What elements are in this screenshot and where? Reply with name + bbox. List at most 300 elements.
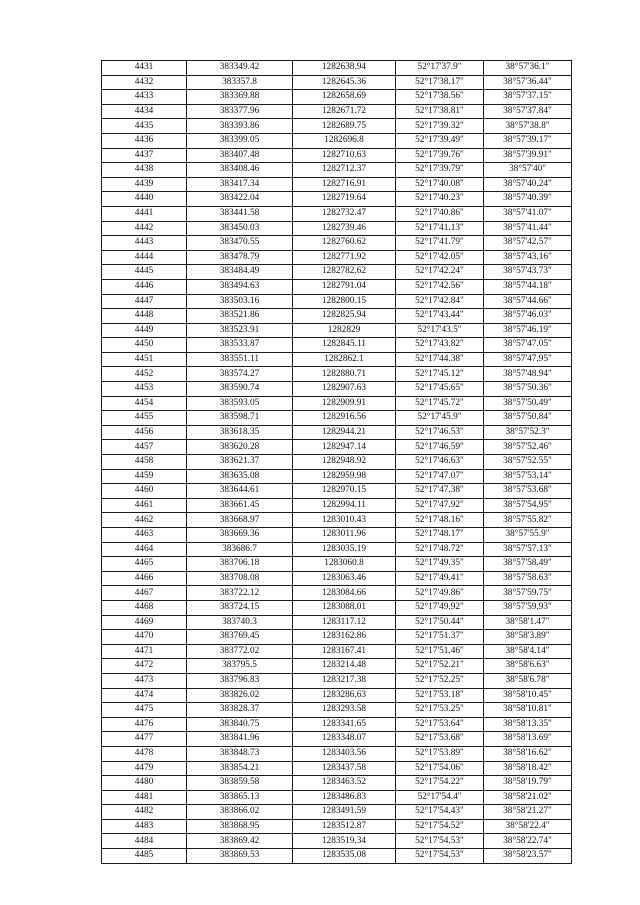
table-row (102, 703, 572, 718)
table-row (102, 133, 572, 148)
y-coordinate-cell: 1282800.15 (293, 294, 396, 309)
x-coordinate-cell: 383722.12 (187, 586, 293, 601)
table-row (102, 279, 572, 294)
y-coordinate-cell: 1282959.98 (293, 469, 396, 484)
latitude-cell: 52°17'37.9" (396, 61, 484, 76)
x-coordinate-cell: 383865.13 (187, 790, 293, 805)
y-coordinate-cell: 1282862.1 (293, 352, 396, 367)
latitude-cell: 52°17'39.49" (396, 133, 484, 148)
point-number-cell: 4459 (102, 469, 187, 484)
table-row (102, 382, 572, 397)
y-coordinate-cell: 1283437.58 (293, 761, 396, 776)
y-coordinate-cell: 1283535.08 (293, 849, 396, 864)
table-row (102, 440, 572, 455)
longitude-cell: 38°57'50.84" (484, 411, 572, 426)
y-coordinate-cell: 1282944.21 (293, 425, 396, 440)
table-row (102, 338, 572, 353)
x-coordinate-cell: 383859.58 (187, 776, 293, 791)
longitude-cell: 38°57'50.49" (484, 396, 572, 411)
y-coordinate-cell: 1282716.91 (293, 177, 396, 192)
latitude-cell: 52°17'52.21" (396, 659, 484, 674)
latitude-cell: 52°17'53.89" (396, 746, 484, 761)
table-row (102, 236, 572, 251)
latitude-cell: 52°17'40.08" (396, 177, 484, 192)
table-row (102, 542, 572, 557)
point-number-cell: 4455 (102, 411, 187, 426)
longitude-cell: 38°57'43.16" (484, 250, 572, 265)
y-coordinate-cell: 1283088.01 (293, 600, 396, 615)
x-coordinate-cell: 383478.79 (187, 250, 293, 265)
table-row (102, 644, 572, 659)
table-row (102, 119, 572, 134)
x-coordinate-cell: 383686.7 (187, 542, 293, 557)
longitude-cell: 38°58'13.69" (484, 732, 572, 747)
x-coordinate-cell: 383574.27 (187, 367, 293, 382)
longitude-cell: 38°57'46.03" (484, 309, 572, 324)
y-coordinate-cell: 1283486.83 (293, 790, 396, 805)
latitude-cell: 52°17'40.23" (396, 192, 484, 207)
longitude-cell: 38°58'23.57" (484, 849, 572, 864)
latitude-cell: 52°17'54.06" (396, 761, 484, 776)
table-row (102, 586, 572, 601)
point-number-cell: 4484 (102, 834, 187, 849)
x-coordinate-cell: 383840.75 (187, 717, 293, 732)
latitude-cell: 52°17'39.32" (396, 119, 484, 134)
longitude-cell: 38°57'55.9" (484, 528, 572, 543)
latitude-cell: 52°17'42.05" (396, 250, 484, 265)
table-row (102, 250, 572, 265)
latitude-cell: 52°17'43.82" (396, 338, 484, 353)
longitude-cell: 38°57'54.95" (484, 498, 572, 513)
y-coordinate-cell: 1283491.59 (293, 805, 396, 820)
table-row (102, 732, 572, 747)
latitude-cell: 52°17'48.72" (396, 542, 484, 557)
point-number-cell: 4463 (102, 528, 187, 543)
x-coordinate-cell: 383769.45 (187, 630, 293, 645)
point-number-cell: 4440 (102, 192, 187, 207)
x-coordinate-cell: 383521.86 (187, 309, 293, 324)
y-coordinate-cell: 1282970.15 (293, 484, 396, 499)
point-number-cell: 4482 (102, 805, 187, 820)
table-row (102, 206, 572, 221)
latitude-cell: 52°17'45.72" (396, 396, 484, 411)
x-coordinate-cell: 383661.45 (187, 498, 293, 513)
point-number-cell: 4483 (102, 819, 187, 834)
latitude-cell: 52°17'53.68" (396, 732, 484, 747)
coordinate-table (101, 60, 572, 864)
point-number-cell: 4437 (102, 148, 187, 163)
point-number-cell: 4470 (102, 630, 187, 645)
longitude-cell: 38°57'37.15" (484, 90, 572, 105)
x-coordinate-cell: 383441.58 (187, 206, 293, 221)
point-number-cell: 4448 (102, 309, 187, 324)
point-number-cell: 4435 (102, 119, 187, 134)
y-coordinate-cell: 1282907.63 (293, 382, 396, 397)
x-coordinate-cell: 383590.74 (187, 382, 293, 397)
table-row (102, 600, 572, 615)
x-coordinate-cell: 383869.53 (187, 849, 293, 864)
longitude-cell: 38°57'37.84" (484, 104, 572, 119)
latitude-cell: 52°17'47.38" (396, 484, 484, 499)
latitude-cell: 52°17'54.52" (396, 819, 484, 834)
y-coordinate-cell: 1283117.12 (293, 615, 396, 630)
table-row (102, 352, 572, 367)
point-number-cell: 4451 (102, 352, 187, 367)
point-number-cell: 4469 (102, 615, 187, 630)
y-coordinate-cell: 1283519.34 (293, 834, 396, 849)
point-number-cell: 4462 (102, 513, 187, 528)
x-coordinate-cell: 383740.3 (187, 615, 293, 630)
latitude-cell: 52°17'49.92" (396, 600, 484, 615)
latitude-cell: 52°17'48.16" (396, 513, 484, 528)
x-coordinate-cell: 383422.04 (187, 192, 293, 207)
point-number-cell: 4464 (102, 542, 187, 557)
table-row (102, 659, 572, 674)
latitude-cell: 52°17'38.81" (396, 104, 484, 119)
latitude-cell: 52°17'48.17" (396, 528, 484, 543)
y-coordinate-cell: 1283010.43 (293, 513, 396, 528)
x-coordinate-cell: 383533.87 (187, 338, 293, 353)
latitude-cell: 52°17'42.56" (396, 279, 484, 294)
table-row (102, 498, 572, 513)
longitude-cell: 38°58'6.78" (484, 673, 572, 688)
latitude-cell: 52°17'49.41" (396, 571, 484, 586)
table-row (102, 849, 572, 864)
longitude-cell: 38°58'13.35" (484, 717, 572, 732)
longitude-cell: 38°58'1.47" (484, 615, 572, 630)
x-coordinate-cell: 383706.18 (187, 557, 293, 572)
latitude-cell: 52°17'47.92" (396, 498, 484, 513)
longitude-cell: 38°57'59.75" (484, 586, 572, 601)
table-row (102, 148, 572, 163)
latitude-cell: 52°17'44.38" (396, 352, 484, 367)
table-row (102, 396, 572, 411)
table-row (102, 688, 572, 703)
x-coordinate-cell: 383618.35 (187, 425, 293, 440)
table-row (102, 61, 572, 76)
latitude-cell: 52°17'46.59" (396, 440, 484, 455)
y-coordinate-cell: 1282825.94 (293, 309, 396, 324)
y-coordinate-cell: 1282732.47 (293, 206, 396, 221)
y-coordinate-cell: 1282645.36 (293, 75, 396, 90)
x-coordinate-cell: 383644.61 (187, 484, 293, 499)
point-number-cell: 4454 (102, 396, 187, 411)
point-number-cell: 4432 (102, 75, 187, 90)
point-number-cell: 4456 (102, 425, 187, 440)
y-coordinate-cell: 1282829 (293, 323, 396, 338)
latitude-cell: 52°17'42.84" (396, 294, 484, 309)
table-row (102, 630, 572, 645)
x-coordinate-cell: 383772.02 (187, 644, 293, 659)
point-number-cell: 4478 (102, 746, 187, 761)
table-row (102, 425, 572, 440)
table-row (102, 805, 572, 820)
x-coordinate-cell: 383450.03 (187, 221, 293, 236)
longitude-cell: 38°57'36.1" (484, 61, 572, 76)
latitude-cell: 52°17'54.22" (396, 776, 484, 791)
table-row (102, 411, 572, 426)
y-coordinate-cell: 1283084.66 (293, 586, 396, 601)
longitude-cell: 38°57'52.3" (484, 425, 572, 440)
longitude-cell: 38°58'3.89" (484, 630, 572, 645)
x-coordinate-cell: 383620.28 (187, 440, 293, 455)
x-coordinate-cell: 383357.8 (187, 75, 293, 90)
point-number-cell: 4477 (102, 732, 187, 747)
y-coordinate-cell: 1282719.64 (293, 192, 396, 207)
latitude-cell: 52°17'46.53" (396, 425, 484, 440)
table-row (102, 673, 572, 688)
latitude-cell: 52°17'41.79" (396, 236, 484, 251)
y-coordinate-cell: 1283512.87 (293, 819, 396, 834)
x-coordinate-cell: 383417.34 (187, 177, 293, 192)
y-coordinate-cell: 1282712.37 (293, 163, 396, 178)
latitude-cell: 52°17'47.07" (396, 469, 484, 484)
y-coordinate-cell: 1283060.8 (293, 557, 396, 572)
y-coordinate-cell: 1283348.07 (293, 732, 396, 747)
point-number-cell: 4445 (102, 265, 187, 280)
x-coordinate-cell: 383494.63 (187, 279, 293, 294)
table-row (102, 367, 572, 382)
point-number-cell: 4453 (102, 382, 187, 397)
coordinate-table-body (102, 61, 572, 864)
x-coordinate-cell: 383377.96 (187, 104, 293, 119)
longitude-cell: 38°57'47.05" (484, 338, 572, 353)
x-coordinate-cell: 383408.46 (187, 163, 293, 178)
x-coordinate-cell: 383551.11 (187, 352, 293, 367)
longitude-cell: 38°58'4.14" (484, 644, 572, 659)
table-row (102, 294, 572, 309)
y-coordinate-cell: 1282909.91 (293, 396, 396, 411)
longitude-cell: 38°57'57.13" (484, 542, 572, 557)
x-coordinate-cell: 383593.05 (187, 396, 293, 411)
longitude-cell: 38°57'39.91" (484, 148, 572, 163)
longitude-cell: 38°57'53.14" (484, 469, 572, 484)
table-row (102, 221, 572, 236)
latitude-cell: 52°17'49.35" (396, 557, 484, 572)
longitude-cell: 38°57'44.66" (484, 294, 572, 309)
point-number-cell: 4441 (102, 206, 187, 221)
y-coordinate-cell: 1282791.04 (293, 279, 396, 294)
point-number-cell: 4467 (102, 586, 187, 601)
latitude-cell: 52°17'51.37" (396, 630, 484, 645)
point-number-cell: 4449 (102, 323, 187, 338)
y-coordinate-cell: 1282994.11 (293, 498, 396, 513)
x-coordinate-cell: 383796.83 (187, 673, 293, 688)
y-coordinate-cell: 1282947.14 (293, 440, 396, 455)
y-coordinate-cell: 1283035.19 (293, 542, 396, 557)
longitude-cell: 38°57'42.57" (484, 236, 572, 251)
y-coordinate-cell: 1282671.72 (293, 104, 396, 119)
table-row (102, 192, 572, 207)
point-number-cell: 4447 (102, 294, 187, 309)
table-row (102, 309, 572, 324)
point-number-cell: 4474 (102, 688, 187, 703)
point-number-cell: 4446 (102, 279, 187, 294)
latitude-cell: 52°17'45.12" (396, 367, 484, 382)
point-number-cell: 4485 (102, 849, 187, 864)
longitude-cell: 38°57'38.8" (484, 119, 572, 134)
x-coordinate-cell: 383369.88 (187, 90, 293, 105)
y-coordinate-cell: 1282760.62 (293, 236, 396, 251)
table-row (102, 323, 572, 338)
longitude-cell: 38°57'43.73" (484, 265, 572, 280)
y-coordinate-cell: 1282948.92 (293, 455, 396, 470)
point-number-cell: 4481 (102, 790, 187, 805)
table-row (102, 528, 572, 543)
point-number-cell: 4452 (102, 367, 187, 382)
longitude-cell: 38°58'22.74" (484, 834, 572, 849)
latitude-cell: 52°17'41.13" (396, 221, 484, 236)
point-number-cell: 4466 (102, 571, 187, 586)
latitude-cell: 52°17'54.4" (396, 790, 484, 805)
table-row (102, 761, 572, 776)
x-coordinate-cell: 383598.71 (187, 411, 293, 426)
y-coordinate-cell: 1282638.94 (293, 61, 396, 76)
longitude-cell: 38°57'41.44" (484, 221, 572, 236)
table-row (102, 265, 572, 280)
point-number-cell: 4450 (102, 338, 187, 353)
longitude-cell: 38°57'40" (484, 163, 572, 178)
table-row (102, 90, 572, 105)
y-coordinate-cell: 1282782.62 (293, 265, 396, 280)
x-coordinate-cell: 383399.05 (187, 133, 293, 148)
table-row (102, 75, 572, 90)
y-coordinate-cell: 1282916.56 (293, 411, 396, 426)
y-coordinate-cell: 1283403.56 (293, 746, 396, 761)
point-number-cell: 4472 (102, 659, 187, 674)
x-coordinate-cell: 383795.5 (187, 659, 293, 674)
table-row (102, 717, 572, 732)
longitude-cell: 38°58'18.42" (484, 761, 572, 776)
point-number-cell: 4442 (102, 221, 187, 236)
point-number-cell: 4457 (102, 440, 187, 455)
x-coordinate-cell: 383854.21 (187, 761, 293, 776)
x-coordinate-cell: 383841.96 (187, 732, 293, 747)
table-row (102, 163, 572, 178)
x-coordinate-cell: 383708.08 (187, 571, 293, 586)
latitude-cell: 52°17'38.56" (396, 90, 484, 105)
y-coordinate-cell: 1283286.63 (293, 688, 396, 703)
longitude-cell: 38°57'46.19" (484, 323, 572, 338)
longitude-cell: 38°57'53.68" (484, 484, 572, 499)
x-coordinate-cell: 383484.49 (187, 265, 293, 280)
latitude-cell: 52°17'43.5" (396, 323, 484, 338)
x-coordinate-cell: 383848.73 (187, 746, 293, 761)
y-coordinate-cell: 1283167.41 (293, 644, 396, 659)
point-number-cell: 4444 (102, 250, 187, 265)
table-row (102, 615, 572, 630)
latitude-cell: 52°17'40.86" (396, 206, 484, 221)
point-number-cell: 4436 (102, 133, 187, 148)
table-row (102, 834, 572, 849)
longitude-cell: 38°58'22.4" (484, 819, 572, 834)
x-coordinate-cell: 383669.36 (187, 528, 293, 543)
longitude-cell: 38°58'16.62" (484, 746, 572, 761)
longitude-cell: 38°57'47.95" (484, 352, 572, 367)
point-number-cell: 4458 (102, 455, 187, 470)
table-row (102, 469, 572, 484)
latitude-cell: 52°17'49.86" (396, 586, 484, 601)
y-coordinate-cell: 1282845.11 (293, 338, 396, 353)
longitude-cell: 38°57'55.82" (484, 513, 572, 528)
point-number-cell: 4465 (102, 557, 187, 572)
table-row (102, 746, 572, 761)
x-coordinate-cell: 383393.86 (187, 119, 293, 134)
y-coordinate-cell: 1283463.52 (293, 776, 396, 791)
longitude-cell: 38°57'44.18" (484, 279, 572, 294)
longitude-cell: 38°57'52.55" (484, 455, 572, 470)
point-number-cell: 4479 (102, 761, 187, 776)
x-coordinate-cell: 383668.97 (187, 513, 293, 528)
y-coordinate-cell: 1283341.65 (293, 717, 396, 732)
y-coordinate-cell: 1282710.63 (293, 148, 396, 163)
y-coordinate-cell: 1282689.75 (293, 119, 396, 134)
longitude-cell: 38°57'58.49" (484, 557, 572, 572)
table-row (102, 790, 572, 805)
x-coordinate-cell: 383349.42 (187, 61, 293, 76)
latitude-cell: 52°17'39.79" (396, 163, 484, 178)
y-coordinate-cell: 1282658.69 (293, 90, 396, 105)
latitude-cell: 52°17'50.44" (396, 615, 484, 630)
longitude-cell: 38°57'48.94" (484, 367, 572, 382)
y-coordinate-cell: 1283293.58 (293, 703, 396, 718)
latitude-cell: 52°17'52.25" (396, 673, 484, 688)
longitude-cell: 38°57'40.24" (484, 177, 572, 192)
x-coordinate-cell: 383470.55 (187, 236, 293, 251)
point-number-cell: 4433 (102, 90, 187, 105)
x-coordinate-cell: 383621.37 (187, 455, 293, 470)
x-coordinate-cell: 383724.15 (187, 600, 293, 615)
y-coordinate-cell: 1283011.96 (293, 528, 396, 543)
latitude-cell: 52°17'39.76" (396, 148, 484, 163)
latitude-cell: 52°17'51.46" (396, 644, 484, 659)
latitude-cell: 52°17'53.18" (396, 688, 484, 703)
latitude-cell: 52°17'54.53" (396, 834, 484, 849)
point-number-cell: 4431 (102, 61, 187, 76)
longitude-cell: 38°58'19.79" (484, 776, 572, 791)
point-number-cell: 4475 (102, 703, 187, 718)
point-number-cell: 4434 (102, 104, 187, 119)
point-number-cell: 4438 (102, 163, 187, 178)
y-coordinate-cell: 1283162.86 (293, 630, 396, 645)
y-coordinate-cell: 1282771.92 (293, 250, 396, 265)
x-coordinate-cell: 383869.42 (187, 834, 293, 849)
latitude-cell: 52°17'38.17" (396, 75, 484, 90)
point-number-cell: 4471 (102, 644, 187, 659)
table-row (102, 455, 572, 470)
x-coordinate-cell: 383868.95 (187, 819, 293, 834)
longitude-cell: 38°57'36.44" (484, 75, 572, 90)
x-coordinate-cell: 383866.02 (187, 805, 293, 820)
latitude-cell: 52°17'45.9" (396, 411, 484, 426)
longitude-cell: 38°58'21.02" (484, 790, 572, 805)
x-coordinate-cell: 383826.02 (187, 688, 293, 703)
longitude-cell: 38°57'41.07" (484, 206, 572, 221)
longitude-cell: 38°57'40.39" (484, 192, 572, 207)
x-coordinate-cell: 383503.16 (187, 294, 293, 309)
latitude-cell: 52°17'54.43" (396, 805, 484, 820)
longitude-cell: 38°57'58.63" (484, 571, 572, 586)
longitude-cell: 38°57'59.93" (484, 600, 572, 615)
x-coordinate-cell: 383828.37 (187, 703, 293, 718)
point-number-cell: 4443 (102, 236, 187, 251)
table-row (102, 484, 572, 499)
longitude-cell: 38°58'10.81" (484, 703, 572, 718)
table-row (102, 776, 572, 791)
y-coordinate-cell: 1283217.38 (293, 673, 396, 688)
y-coordinate-cell: 1283214.48 (293, 659, 396, 674)
point-number-cell: 4461 (102, 498, 187, 513)
